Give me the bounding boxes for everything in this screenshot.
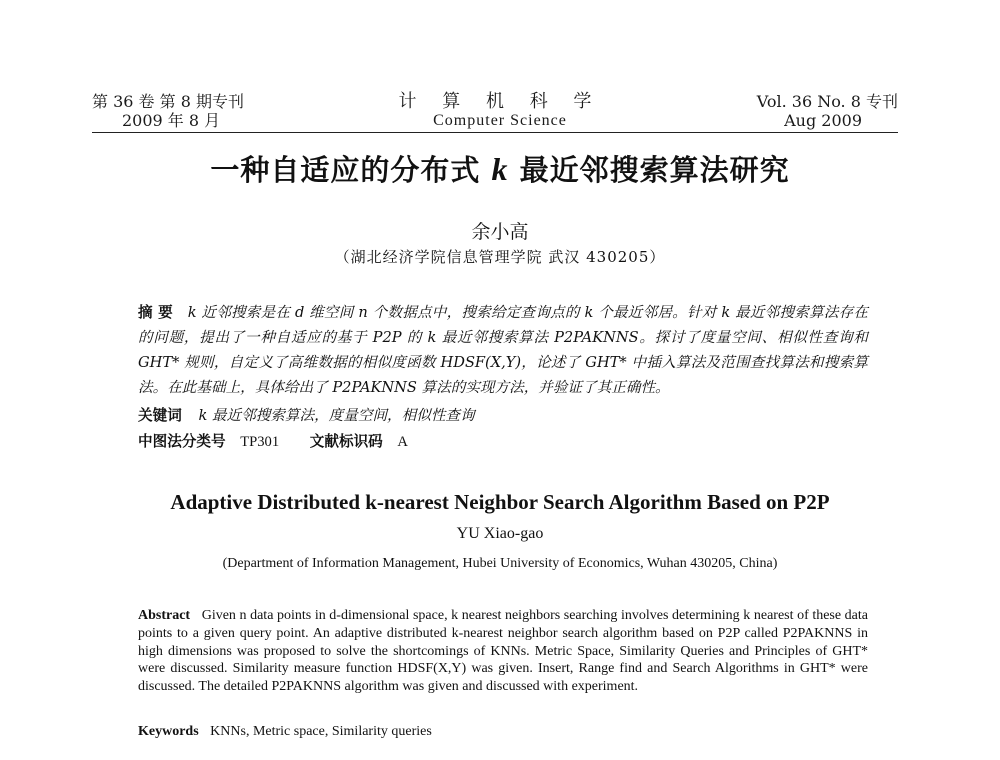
- publication-date-en: Aug 2009: [784, 111, 862, 130]
- classification: [138, 430, 434, 451]
- document-code-label: 文献标识码: [309, 433, 383, 450]
- abstract-cn-text: k 近邻搜索是在 d 维空间 n 个数据点中，搜索给定查询点的 k 个最近邻居。针对 k 最近邻搜索算法存在的问题，提出了一种自适应的基于 P2P 的 k 最近邻搜索算法 P2PAKNNS。探讨了度量空间、相似性查询和 GHT* 规则，自定义了高维数据的相似度函数 HDSF(X,Y)，论述了 GHT* 中插入算法及范围查找算法和搜索算法。在此基础上，具体给出了 P2PAKNNS 算法的实现方法，并验证了其正确性。: [138, 304, 868, 396]
- keywords-en-text: KNNs, Metric space, Similarity queries: [210, 724, 432, 739]
- header-right: [757, 92, 898, 130]
- volume-issue: 第 36 卷 第 8 期专刊: [92, 92, 244, 111]
- author-cn: 余小高: [471, 221, 529, 243]
- keywords-cn-text: k 最近邻搜索算法，度量空间，相似性查询: [198, 407, 475, 424]
- keywords-cn-label: 关键词: [138, 407, 182, 424]
- abstract-en: [138, 607, 868, 696]
- publication-date-cn: 2009 年 8 月: [122, 111, 221, 130]
- abstract-en-label: Abstract: [138, 608, 191, 623]
- journal-name-cn: 计 算 机 科 学: [398, 91, 602, 112]
- paper-title-en: Adaptive Distributed k-nearest Neighbor Search Algorithm Based on P2P: [170, 490, 830, 514]
- paper-title-cn: [0, 148, 1000, 189]
- journal-name-en: Computer Science: [433, 112, 567, 129]
- header-rule: [92, 132, 898, 133]
- abstract-cn: [138, 300, 868, 400]
- keywords-en-label: Keywords: [138, 724, 199, 739]
- keywords-cn: [138, 404, 868, 425]
- abstract-cn-label: 摘 要: [138, 304, 173, 321]
- keywords-en: [138, 724, 432, 740]
- classification-label: 中图法分类号: [138, 433, 226, 450]
- document-code-value: A: [397, 434, 408, 450]
- title-cn-k: k: [491, 151, 509, 187]
- affiliation-en: (Department of Information Management, Hubei University of Economics, Wuhan 430205, China): [222, 556, 778, 571]
- classification-value: TP301: [240, 434, 280, 450]
- abstract-en-text: Given n data points in d-dimensional space, k nearest neighbors searching involves determining k nearest of these data points to a given query point. An adaptive distributed k-nearest neighbor search algorithm based on P2P called P2PAKNNS in high dimensions was proposed to solve the shortcomings of KNNs. Metric Space, Similarity Queries and Principles of GHT* were discussed. Similarity measure function HDSF(X,Y) was given. Insert, Range find and Search Algorithms in GHT* were discussed. The detailed P2PAKNNS algorithm was given and discussed with experiment.: [138, 608, 869, 695]
- author-en: YU Xiao-gao: [456, 525, 544, 542]
- affiliation-cn: （湖北经济学院信息管理学院 武汉 430205）: [334, 248, 666, 266]
- title-cn-part2: 最近邻搜索算法研究: [519, 153, 790, 187]
- title-cn-part1: 一种自适应的分布式: [210, 153, 481, 187]
- volume-issue-en: Vol. 36 No. 8 专刊: [756, 92, 898, 111]
